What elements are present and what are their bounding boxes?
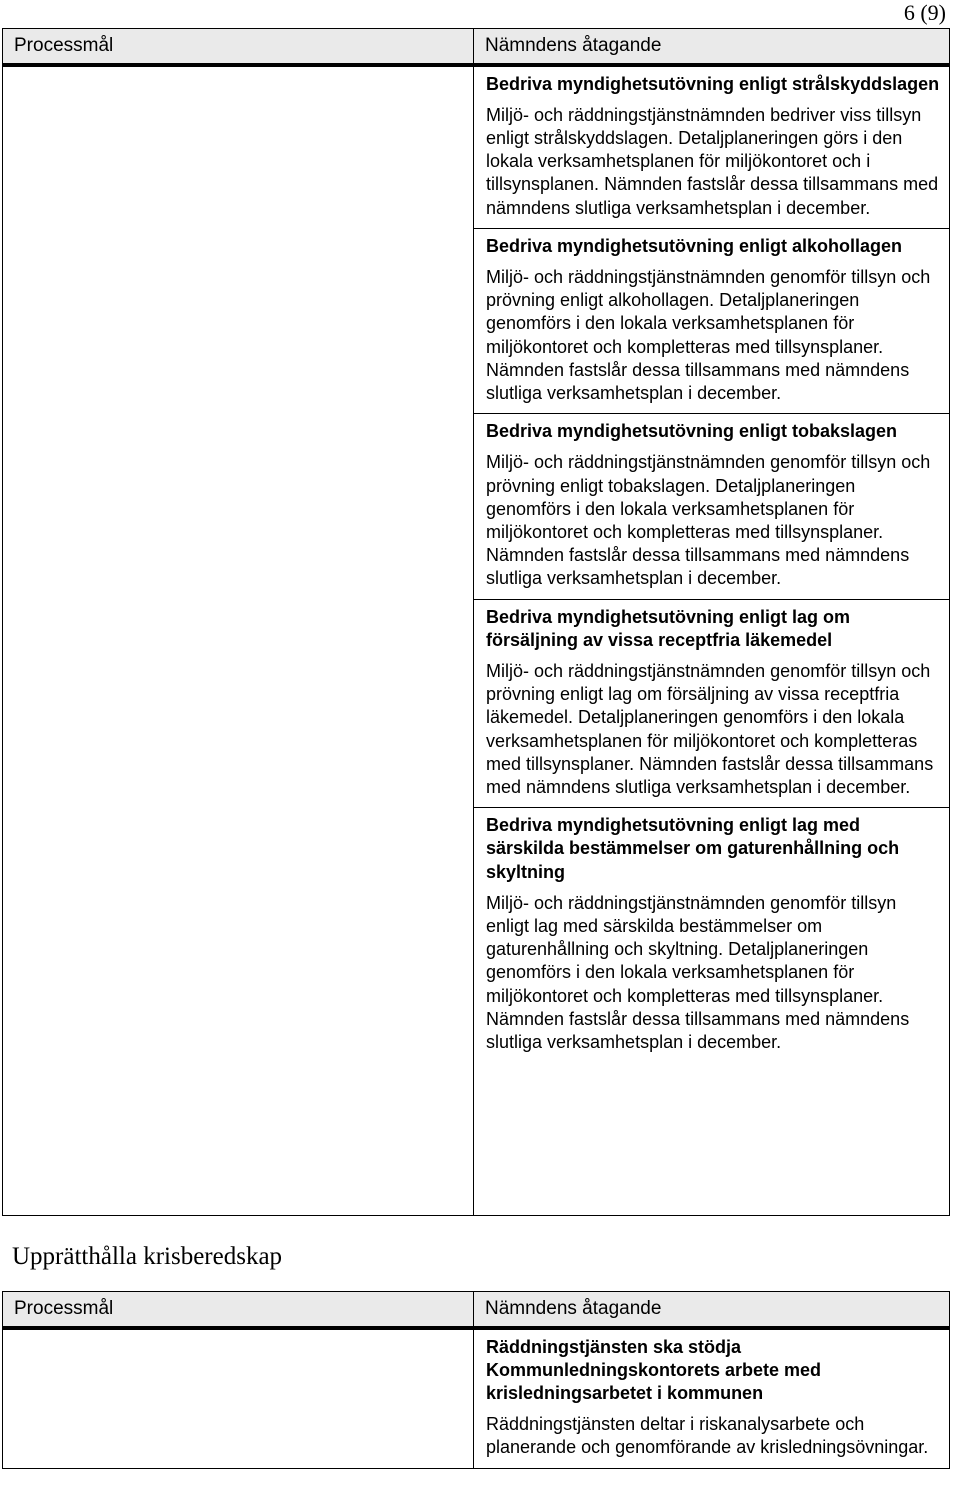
- commitment-body: Miljö- och räddningstjänstnämnden bedriver viss tillsyn enligt strålskyddslagen. Detaljplaneringen görs i den lokala verksamhetsplanen för miljökontoret och i tillsynsplanen. Nämnden fastslår dessa tillsammans med nämndens slutliga verksamhetsplan i december.: [486, 104, 939, 218]
- commitment-item: [474, 600, 949, 809]
- commitment-item: [474, 808, 949, 1062]
- commitment-item: [474, 229, 949, 414]
- commitment-title: Bedriva myndighetsutövning enligt tobakslagen: [486, 421, 898, 442]
- commitment-item: [474, 414, 949, 599]
- header-atagande: Nämndens åtagande: [474, 29, 950, 65]
- commitment-body: Miljö- och räddningstjänstnämnden genomför tillsyn enligt lag med särskilda bestämmelser om gaturenhållning och skyltning. Detaljplaneringen genomförs i den lokala verksamhetsplanen för miljökontoret och kompletteras med tillsynsplaner. Nämnden fastslår dessa tillsammans med nämndens slutliga verksamhetsplan i december.: [486, 892, 910, 1053]
- header-atagande: Nämndens åtagande: [474, 1292, 950, 1328]
- commitment-body: Miljö- och räddningstjänstnämnden genomför tillsyn och prövning enligt alkohollagen. Detaljplaneringen genomförs i den lokala verksamhetsplanen för miljökontoret och kompletteras med tillsynsplaner. Nämnden fastslår dessa tillsammans med nämndens slutliga verksamhetsplan i december.: [486, 266, 931, 403]
- commitments-table-2: [2, 1291, 950, 1469]
- commitment-item: [474, 1330, 949, 1468]
- commitment-title: Bedriva myndighetsutövning enligt strålskyddslagen: [486, 73, 940, 94]
- header-processmal: Processmål: [3, 29, 474, 65]
- commitment-body: Räddningstjänsten deltar i riskanalysarbete och planerande och genomförande av krisledningsövningar.: [486, 1414, 929, 1458]
- commitment-title: Bedriva myndighetsutövning enligt lag om försäljning av vissa receptfria läkemedel: [486, 606, 851, 650]
- commitment-body: Miljö- och räddningstjänstnämnden genomför tillsyn och prövning enligt tobakslagen. Detaljplaneringen genomförs i den lokala verksamhetsplanen för miljökontoret och kompletteras med tillsynsplaner. Nämnden fastslår dessa tillsammans med nämndens slutliga verksamhetsplan i december.: [486, 452, 931, 589]
- processmal-cell: [3, 1328, 474, 1469]
- page-number: 6 (9): [903, 0, 946, 25]
- commitments-table-1: [2, 28, 950, 1216]
- header-processmal: Processmål: [3, 1292, 474, 1328]
- commitment-item: [474, 67, 949, 229]
- commitment-body: Miljö- och räddningstjänstnämnden genomför tillsyn och prövning enligt lag om försäljning av vissa receptfria läkemedel. Detaljplaneringen genomförs i den lokala verksamhetsplanen för miljökontoret och kompletteras med tillsynsplaner. Nämnden fastslår dessa tillsammans med nämndens slutliga verksamhetsplan i december.: [486, 660, 934, 797]
- atagande-cell: [474, 65, 950, 1216]
- commitment-title: Bedriva myndighetsutövning enligt alkohollagen: [486, 235, 903, 256]
- atagande-cell: [474, 1328, 950, 1469]
- commitment-title: Bedriva myndighetsutövning enligt lag med särskilda bestämmelser om gaturenhållning och skyltning: [486, 815, 900, 882]
- processmal-cell: [3, 65, 474, 1216]
- section-heading: Upprätthålla krisberedskap: [12, 1243, 283, 1270]
- commitment-title: Räddningstjänsten ska stödja Kommunledningskontorets arbete med krisledningsarbetet i kommunen: [486, 1336, 822, 1403]
